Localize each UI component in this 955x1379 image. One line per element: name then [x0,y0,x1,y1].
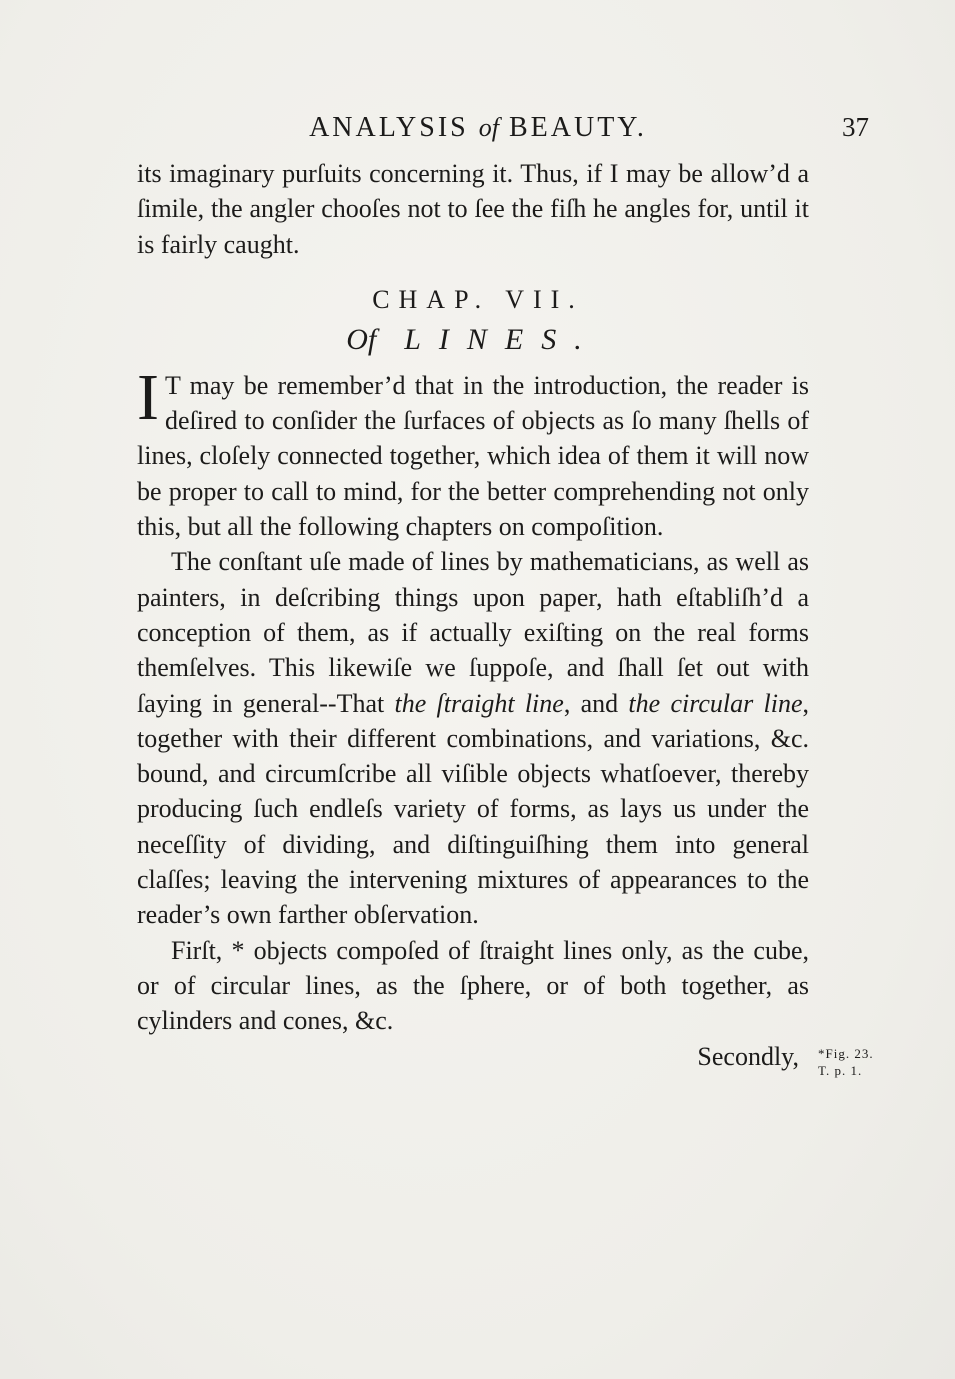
paragraph-1: its imaginary purſuits concerning it. Thus, if I may be allow’d a ſimile, the angler chooſes not to ſee the fiſh he angles for, until it is fairly caught. [137,159,809,259]
running-title-left: ANALYSIS [309,112,469,143]
catchword: Secondly, [697,1041,799,1071]
paragraph-2-text: T may be remember’d that in the introduction, the reader is deſired to conſider the ſurfaces of objects as ſo many ſhells of lines, cloſely connected together, which idea of them it will now be proper to call to mind, for the better comprehending not only this, but all the following chapters on compoſition. [137,370,809,542]
bleed-through-mark [820,168,880,196]
running-title [258,112,698,144]
running-title-right: BEAUTY. [508,112,647,143]
margin-note-line-1: *Fig. 23. [818,1046,874,1061]
chapter-number: CHAP. VII. [372,284,584,314]
margin-note-line-2: T. p. 1. [818,1063,863,1078]
paragraph-3-part-c: , together with their different combinations, and variations, &c. bound, and circumſcribe all viſible objects whatſoever, thereby producing ſuch endleſs variety of forms, as lays us under the neceſſity of dividing, and diſtinguiſhing them into general claſſes; leaving the intervening mixtures of appearances to the reader’s own farther obſervation. [137,688,809,930]
text-block [137,156,809,1074]
paragraph-2 [137,360,809,544]
paragraph-4: Firſt, * objects compoſed of ſtraight lines only, as the cube, or of circular lines, as the ſphere, or of both together, as cylinders and cones, &c. [137,935,809,1036]
running-title-of: of [478,113,499,142]
page-number: 37 [842,112,869,142]
chapter-title [137,322,809,358]
drop-cap: I [137,360,159,434]
margin-note [818,1045,908,1079]
running-head [0,112,955,152]
emphasis-straight-line: the ſtraight line [394,688,564,718]
chapter-title-main: LINES. [404,322,600,356]
paragraph-3-part-a: The conſtant uſe made of lines by mathematicians, as well as painters, in deſcribing things upon paper, hath eſtabliſh’d a conception of them, as if actually exiſting on the real forms themſelves. This likewiſe we ſuppoſe, and ſhall ſet out with ſaying in general--That [137,547,809,718]
paragraph-3-part-b: , and [563,688,629,718]
chapter-title-of: Of [346,322,377,356]
paragraph-3 [137,544,809,932]
emphasis-circular-line: the circular line [628,688,803,718]
